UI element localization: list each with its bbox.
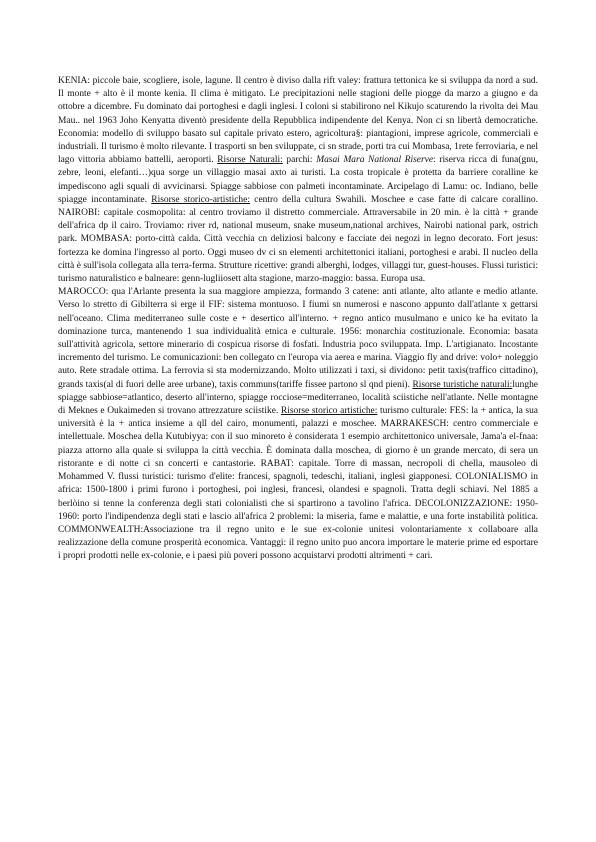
kenya-masai-mara: Masai Mara National Riserve <box>316 155 434 166</box>
paragraph-marocco <box>58 286 538 563</box>
kenya-text-3: : riserva ricca di funa(gnu, zebre, leoni, elefanti…)qua sorge un villaggio masai axto ai turisti. La costa tropicale è protetta da barriere coralline ke impediscono agli squali di avvicinarsi. Spiagge sabbiose con palmeti incontaminate. Arcipelago di Lamu: oc. Indiano, belle spiagge incontaminate. <box>58 155 538 205</box>
marocco-risorse-turistiche-label: Risorse turistiche naturali: <box>412 379 513 390</box>
marocco-text-2: lunghe spiagge sabbiose=atlantico, deserto all'interno, spiagge rocciose=mediterraneo, località sciistiche nell'atlante. Nelle montagne di Meknes e Oukaimeden si trovano attrezzature sciistike. <box>58 379 538 417</box>
paragraph-kenya <box>58 75 538 286</box>
kenya-text-4: centro della cultura Swahili. Moschee e case fatte di calcare corallino. NAIROBI: capitale cosmopolita: al centro troviamo il distretto commerciale. Attraversabile in 20 min. è la città + grande dell'africa dp il cairo. Troviamo: river rd, national museum, snake museum,national archives, Nairobi national park, ostrich park. MOMBASA: porto-città calda. Città vecchia cn deliziosi balcony e facciate dei negozi in legno decorato. Fort jesus: fortezza ke domina l'ingresso al porto. Oggi museo dv ci sn elementi architettonici italiani, portoghesi e arabi. Il nucleo della città è sull'isola collegata alla terra-ferma. Strutture ricettive: grandi alberghi, lodges, villaggi tur, guest-houses. Flussi turistici: turismo naturalistico e balneare: genn-lugliiosett alta stagione, marzo-maggio: bassa. Europa usa. <box>58 194 538 285</box>
marocco-risorse-storico-label: Risorse storico artistiche: <box>280 406 378 417</box>
kenya-text-1: KENIA: piccole baie, scogliere, isole, lagune. Il centro è diviso dalla rift valey: frattura tettonica ke si sviluppa da nord a sud. Il monte + alto è il monte kenia. Il clima è mitigato. Le precipitazioni nelle stagioni delle piogge da marzo a giugno e da ottobre a dicembre. Fu dominato dai portoghesi e dagli inglesi. I coloni si stabilirono nel Kikujo scaturendo la rivolta dei Mau Mau.. nel 1963 Joho Kenyatta diventò presidente della Repubblica indipendente del Kenya. Non ci sn libertà democratiche. Economia: modello di sviluppo basato sul capitale privato estero, agricoltura§: piantagioni, imprese agricole, commerciali e industriali. Il turismo è molto rilevante. I trasporti sn ben sviluppate, ci sn strade, porti tra cui Mombasa, 1rete ferroviaria, e nel lago vittoria abbiamo battelli, aeroporti. <box>58 76 538 166</box>
document-body <box>58 75 538 564</box>
marocco-text-3: turismo culturale: FES: la + antica, la sua università è la + antica insieme a qll del cairo, monumenti, palazzi e moschee. MARRAKESCH: centro commerciale e intellettuale. Moschea della Kutubiyya: con il suo minoreto è considerata 1 esempio architettonico universale, Jama'a el-fnaa: piazza attorno alla quale si sviluppa la città vecchia. È dominata dalla moschea, di giorno è un grande mercato, di sera un ristorante e di notte ci sn concerti e cantastorie. RABAT: capitale. Torre di massan, necropoli di chella, mausoleo di Mohammed V. flussi turistici: turismo d'elite: francesi, spagnoli, tedeschi, italiani, inglesi giapponesi. COLONIALISMO in africa: 1500-1800 i primi furono i portoghesi, poi inglesi, francesi, olandesi e spagnoli. Tratta degli schiavi. Nel 1885 a berlòino si tenne la conferenza degli stati colonialisti che si spartirono a tavolino l'africa. DECOLONIZZAZIONE: 1950-1960: porto l'indipendenza degli stati e lascio all'africa 2 problemi: la miseria, fame e malattie, e una forte instabilità politica. COMMONWEALTH:Associazione tra il regno unito e le sue ex-colonie unitesi volontariamente x collaboare alla realizzazione della comune prosperità economica. Vantaggi: il regno unito puo ancora importare le materie prime ed esportare i propri prodotti nelle ex-colonie, e i paesi più poveri possono acquistarvi prodotti altrimenti + cari. <box>58 406 538 562</box>
kenya-risorse-storico-label: Risorse storico-artistiche: <box>151 194 250 205</box>
marocco-text-1: MAROCCO: qua l'Arlante presenta la sua maggiore ampiezza, formando 3 catene: anti atlante, alto atlante e medio atlante. Verso lo stretto di Gibilterra si erge il FIF: sistema montuoso. I fiumi sn numerosi e nascono appunto dall'atlante x gettarsi nell'oceano. Clima mediterraneo sulle coste e + desertico all'interno. + regno antico musulmano e unico ke ha evitato la dominazione turca, mantenendo 1 sua individualità etnica e culturale. 1956: monarchia costituzionale. Economia: basata sull'attività agricola, settore minerario di cospicua risorse di fosfati. Industria poco sviluppata. Imp. L'artigianato. Incostante incremento del turismo. Le comunicazioni: ben collegato cn l'europa via aerea e marina. Viaggio fly and drive: volo+ noleggio auto. Rete stradale ottima. La ferrovia si sta modernizzando. Molto utilizzati i taxi, si dividono: petit taxis(traffico cittadino), grands taxis(al di fuori delle aree urbane), taxis communs(tariffe fissee partono sl qnd pieni). <box>58 287 538 390</box>
kenya-text-2: parchi: <box>282 155 317 166</box>
kenya-risorse-naturali-label: Risorse Naturali: <box>217 155 283 166</box>
